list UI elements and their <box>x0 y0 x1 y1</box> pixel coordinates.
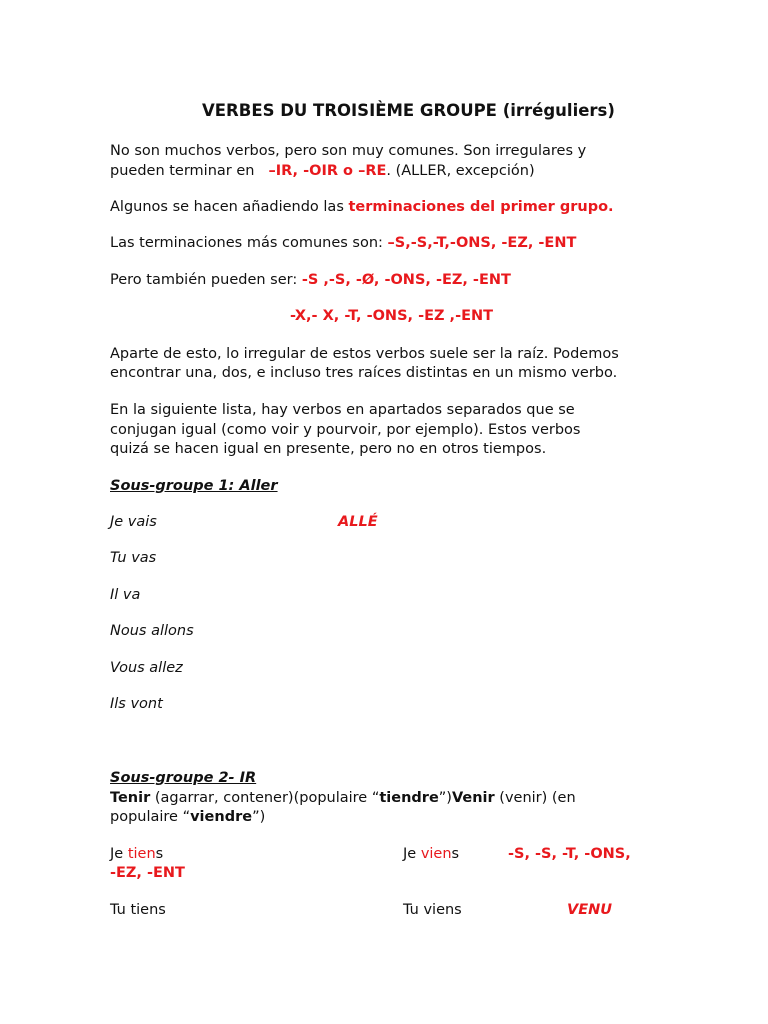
intro-text: pueden terminar en <box>110 163 255 179</box>
je-label-2: Je <box>403 846 421 862</box>
viens-ending: s <box>451 846 460 862</box>
vien-root: vien <box>420 846 452 862</box>
other-endings-text: Pero también pueden ser: <box>110 272 302 288</box>
group1-form-4: Nous allons <box>110 623 194 639</box>
close-quote-2: ”) <box>252 809 266 825</box>
group2-row-2 <box>110 900 650 920</box>
list-note-line-2: conjugan igual (como voir y pourvoir, por ejemplo). Estos verbos <box>110 422 581 438</box>
group2-participle: VENU <box>567 902 613 918</box>
group1-form-3: Il va <box>110 587 141 603</box>
group2-desc-line-1 <box>110 788 650 808</box>
group1-form-1: Je vais <box>110 514 157 530</box>
je-label-1: Je <box>110 846 128 862</box>
other-endings-line <box>110 270 650 290</box>
group2-heading: Sous-groupe 2- IR <box>110 770 257 786</box>
group1-form-5: Vous allez <box>110 660 183 676</box>
tiens-ending: s <box>155 846 164 862</box>
tenir-label: Tenir <box>110 790 151 806</box>
intro-line-2 <box>110 161 650 181</box>
first-group-endings: terminaciones del primer grupo. <box>348 199 614 215</box>
tu-viens: Tu viens <box>403 902 462 918</box>
group1-form-6: Ils vont <box>110 696 163 712</box>
venir-gloss: (venir) (en <box>494 790 576 806</box>
page-title: VERBES DU TROISIÈME GROUPE (irréguliers) <box>202 101 615 120</box>
populaire-text: populaire “ <box>110 809 191 825</box>
roots-line-1: Aparte de esto, lo irregular de estos verbos suele ser la raíz. Podemos <box>110 346 619 362</box>
group1-form-2: Tu vas <box>110 550 157 566</box>
group2-desc-line-2 <box>110 807 650 827</box>
viendre-label: viendre <box>190 809 253 825</box>
list-note-line-1: En la siguiente lista, hay verbos en apartados separados que se <box>110 402 575 418</box>
group2-endings-2: -EZ, -ENT <box>110 865 185 881</box>
tu-tiens: Tu tiens <box>110 902 166 918</box>
tenir-gloss: (agarrar, contener)(populaire “ <box>150 790 380 806</box>
common-endings-line <box>110 233 650 253</box>
tien-root: tien <box>127 846 156 862</box>
list-note-line-3: quizá se hacen igual en presente, pero no en otros tiempos. <box>110 441 547 457</box>
roots-line-2: encontrar una, dos, e incluso tres raíces distintas en un mismo verbo. <box>110 365 618 381</box>
endings-ir-oir-re: –IR, -OIR o –RE <box>268 163 387 179</box>
group2-row-1 <box>110 844 650 864</box>
group1-participle: ALLÉ <box>338 514 378 530</box>
common-endings: –S,-S,-T,-ONS, -EZ, -ENT <box>387 235 577 251</box>
aller-exception: . (ALLER, excepción) <box>386 163 535 179</box>
intro-line-1: No son muchos verbos, pero son muy comunes. Son irregulares y <box>110 143 587 159</box>
group1-heading: Sous-groupe 1: Aller <box>110 478 278 494</box>
close-quote-1: ”) <box>438 790 452 806</box>
other-endings-1: -S ,-S, -Ø, -ONS, -EZ, -ENT <box>301 272 511 288</box>
tiendre-label: tiendre <box>379 790 439 806</box>
first-group-line <box>110 197 650 217</box>
first-group-text: Algunos se hacen añadiendo las <box>110 199 349 215</box>
group2-endings-1: -S, -S, -T, -ONS, <box>508 846 631 862</box>
venir-label: Venir <box>451 790 495 806</box>
je-viens-cell <box>403 844 459 864</box>
other-endings-2: -X,- X, -T, -ONS, -EZ ,-ENT <box>290 308 494 324</box>
common-endings-text: Las terminaciones más comunes son: <box>110 235 388 251</box>
